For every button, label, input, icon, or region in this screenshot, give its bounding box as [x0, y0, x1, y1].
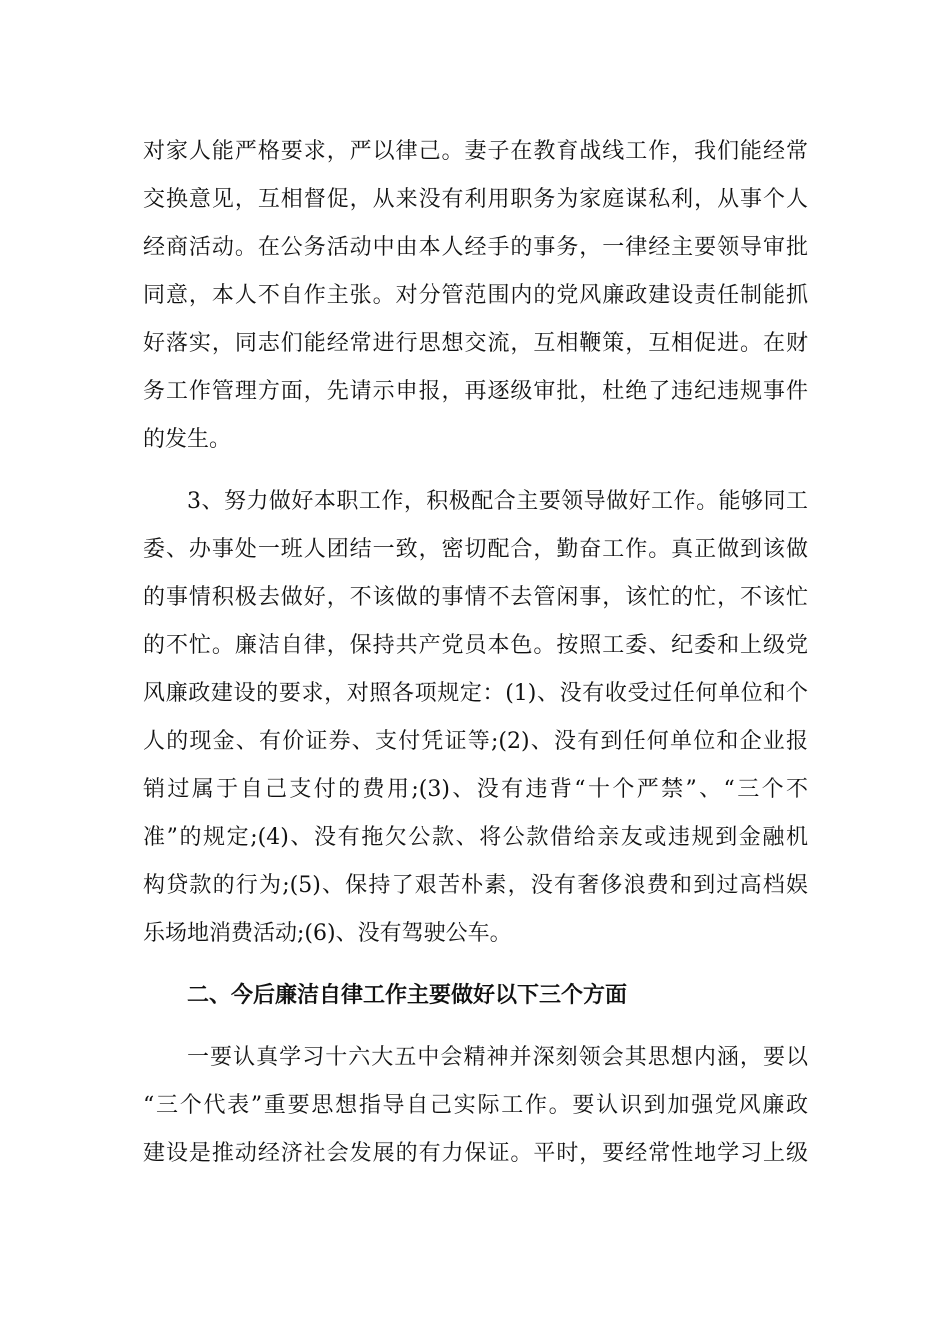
- text-line: 的事情积极去做好，不该做的事情不去管闲事，该忙的忙，不该忙: [143, 585, 808, 610]
- text-line: 建设是推动经济社会发展的有力保证。平时，要经常性地学习上级: [143, 1141, 808, 1166]
- text-line: 的发生。: [143, 427, 232, 452]
- paragraph-duties: [143, 478, 808, 958]
- text-line: 3、努力做好本职工作，积极配合主要领导做好工作。能够同工: [187, 489, 808, 514]
- paragraph-gap: [143, 958, 808, 972]
- text-line: 对家人能严格要求，严以律己。妻子在教育战线工作，我们能经常: [143, 139, 808, 164]
- text-line: 一要认真学习十六大五中会精神并深刻领会其思想内涵，要以: [187, 1045, 808, 1070]
- text-line: 好落实，同志们能经常进行思想交流，互相鞭策，互相促进。在财: [143, 331, 808, 356]
- text-line: “三个代表”重要思想指导自己实际工作。要认识到加强党风廉政: [143, 1093, 808, 1118]
- text-line: 风廉政建设的要求，对照各项规定：(1)、没有收受过任何单位和个: [143, 681, 808, 706]
- text-line: 的不忙。廉洁自律，保持共产党员本色。按照工委、纪委和上级党: [143, 633, 808, 658]
- text-line: 准”的规定;(4)、没有拖欠公款、将公款借给亲友或违规到金融机: [143, 825, 808, 850]
- section-heading: 二、今后廉洁自律工作主要做好以下三个方面: [187, 983, 628, 1008]
- paragraph-study: [143, 1034, 808, 1178]
- paragraph-gap: [143, 464, 808, 478]
- paragraph-gap: [143, 1020, 808, 1034]
- text-line: 交换意见，互相督促，从来没有利用职务为家庭谋私利，从事个人: [143, 187, 808, 212]
- text-line: 务工作管理方面，先请示申报，再逐级审批，杜绝了违纪违规事件: [143, 379, 808, 404]
- text-line: 构贷款的行为;(5)、保持了艰苦朴素，没有奢侈浪费和到过高档娱: [143, 873, 808, 898]
- text-line: 同意，本人不自作主张。对分管范围内的党风廉政建设责任制能抓: [143, 283, 808, 308]
- text-line: 委、办事处一班人团结一致，密切配合，勤奋工作。真正做到该做: [143, 537, 808, 562]
- text-line: 乐场地消费活动;(6)、没有驾驶公车。: [143, 921, 512, 946]
- text-line: 销过属于自己支付的费用;(3)、没有违背“十个严禁”、“三个不: [143, 777, 808, 802]
- text-line: 经商活动。在公务活动中由本人经手的事务，一律经主要领导审批: [143, 235, 808, 260]
- text-line: 人的现金、有价证券、支付凭证等;(2)、没有到任何单位和企业报: [143, 729, 808, 754]
- paragraph-family-conduct: [143, 128, 808, 464]
- document-body: [143, 128, 808, 1178]
